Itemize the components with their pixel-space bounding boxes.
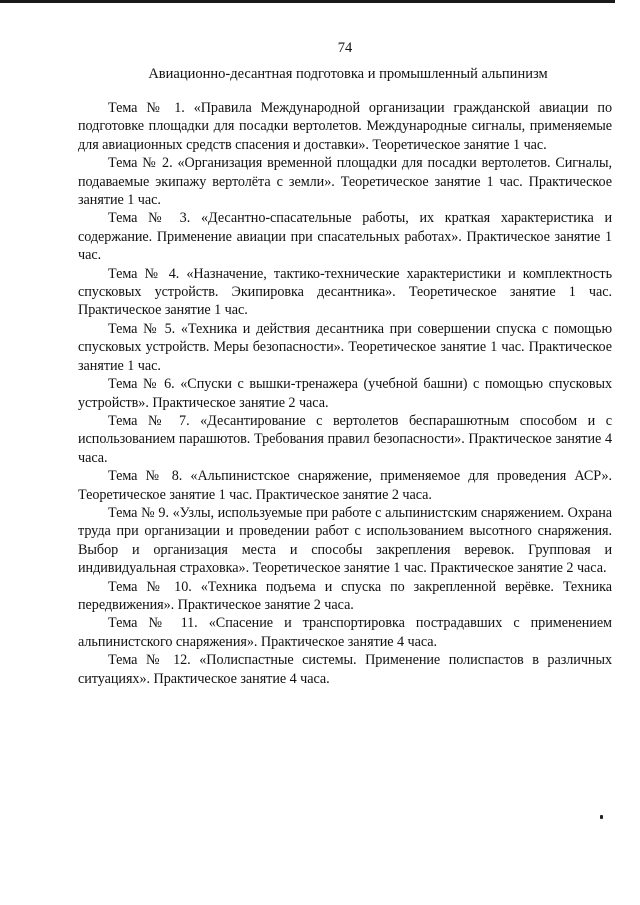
topic-2: Тема № 2. «Организация временной площадки для посадки вертолетов. Сигналы, подаваемые экипажу вертолёта с земли». Теоретическое занятие 1 час. Практическое занятие 1 час. [78,155,612,209]
topic-3: Тема № 3. «Десантно-спасательные работы, их краткая характеристика и содержание. Применение авиации при спасательных работах». Практическое занятие 1 час. [78,210,612,264]
topic-1: Тема № 1. «Правила Международной организации гражданской авиации по подготовке площадки для посадки вертолетов. Международные сигналы, применяемые для авиационных средств спасения и доставки». Теоретическое занятие 1 час. [78,100,612,153]
topic-6: Тема № 6. «Спуски с вышки-тренажера (учебной башни) с помощью спусковых устройств». Практическое занятие 2 часа. [78,376,612,411]
topic-10: Тема № 10. «Техника подъема и спуска по закрепленной верёвке. Техника передвижения». Практическое занятие 2 часа. [78,578,612,613]
page-number: 74 [337,40,353,56]
topic-11: Тема № 11. «Спасение и транспортировка пострадавших с применением альпинистского снаряжения». Практическое занятие 4 часа. [78,615,612,650]
section-heading: Авиационно-десантная подготовка и промышленный альпинизм [148,66,548,82]
topic-4: Тема № 4. «Назначение, тактико-технические характеристики и комплектность спусковых устройств. Экипировка десантника». Теоретическое занятие 1 час. Практическое занятие 1 час. [78,265,612,319]
topic-7: Тема № 7. «Десантирование с вертолетов беспарашютным способом и с использованием парашютов. Требования правил безопасности». Практическое занятие 4 часа. [78,412,612,466]
topics-list [78,99,612,688]
topic-9: Тема № 9. «Узлы, используемые при работе с альпинистским снаряжением. Охрана труда при организации и проведении работ с использованием высотного снаряжения. Выбор и организация места и способы закрепления веревок. Групповая и индивидуальная страховка». Теоретическое занятие 1 час. Практическое занятие 2 часа. [78,504,612,577]
topic-12: Тема № 12. «Полиспастные системы. Применение полиспастов в различных ситуациях». Практическое занятие 4 часа. [78,652,612,687]
scan-speck [600,815,603,819]
topic-8: Тема № 8. «Альпинистское снаряжение, применяемое для проведения АСР». Теоретическое занятие 1 час. Практическое занятие 2 часа. [78,468,612,503]
scan-edge-line [0,0,615,3]
topic-5: Тема № 5. «Техника и действия десантника при совершении спуска с помощью спусковых устройств. Меры безопасности». Теоретическое занятие 1 час. Практическое занятие 1 час. [78,320,612,374]
